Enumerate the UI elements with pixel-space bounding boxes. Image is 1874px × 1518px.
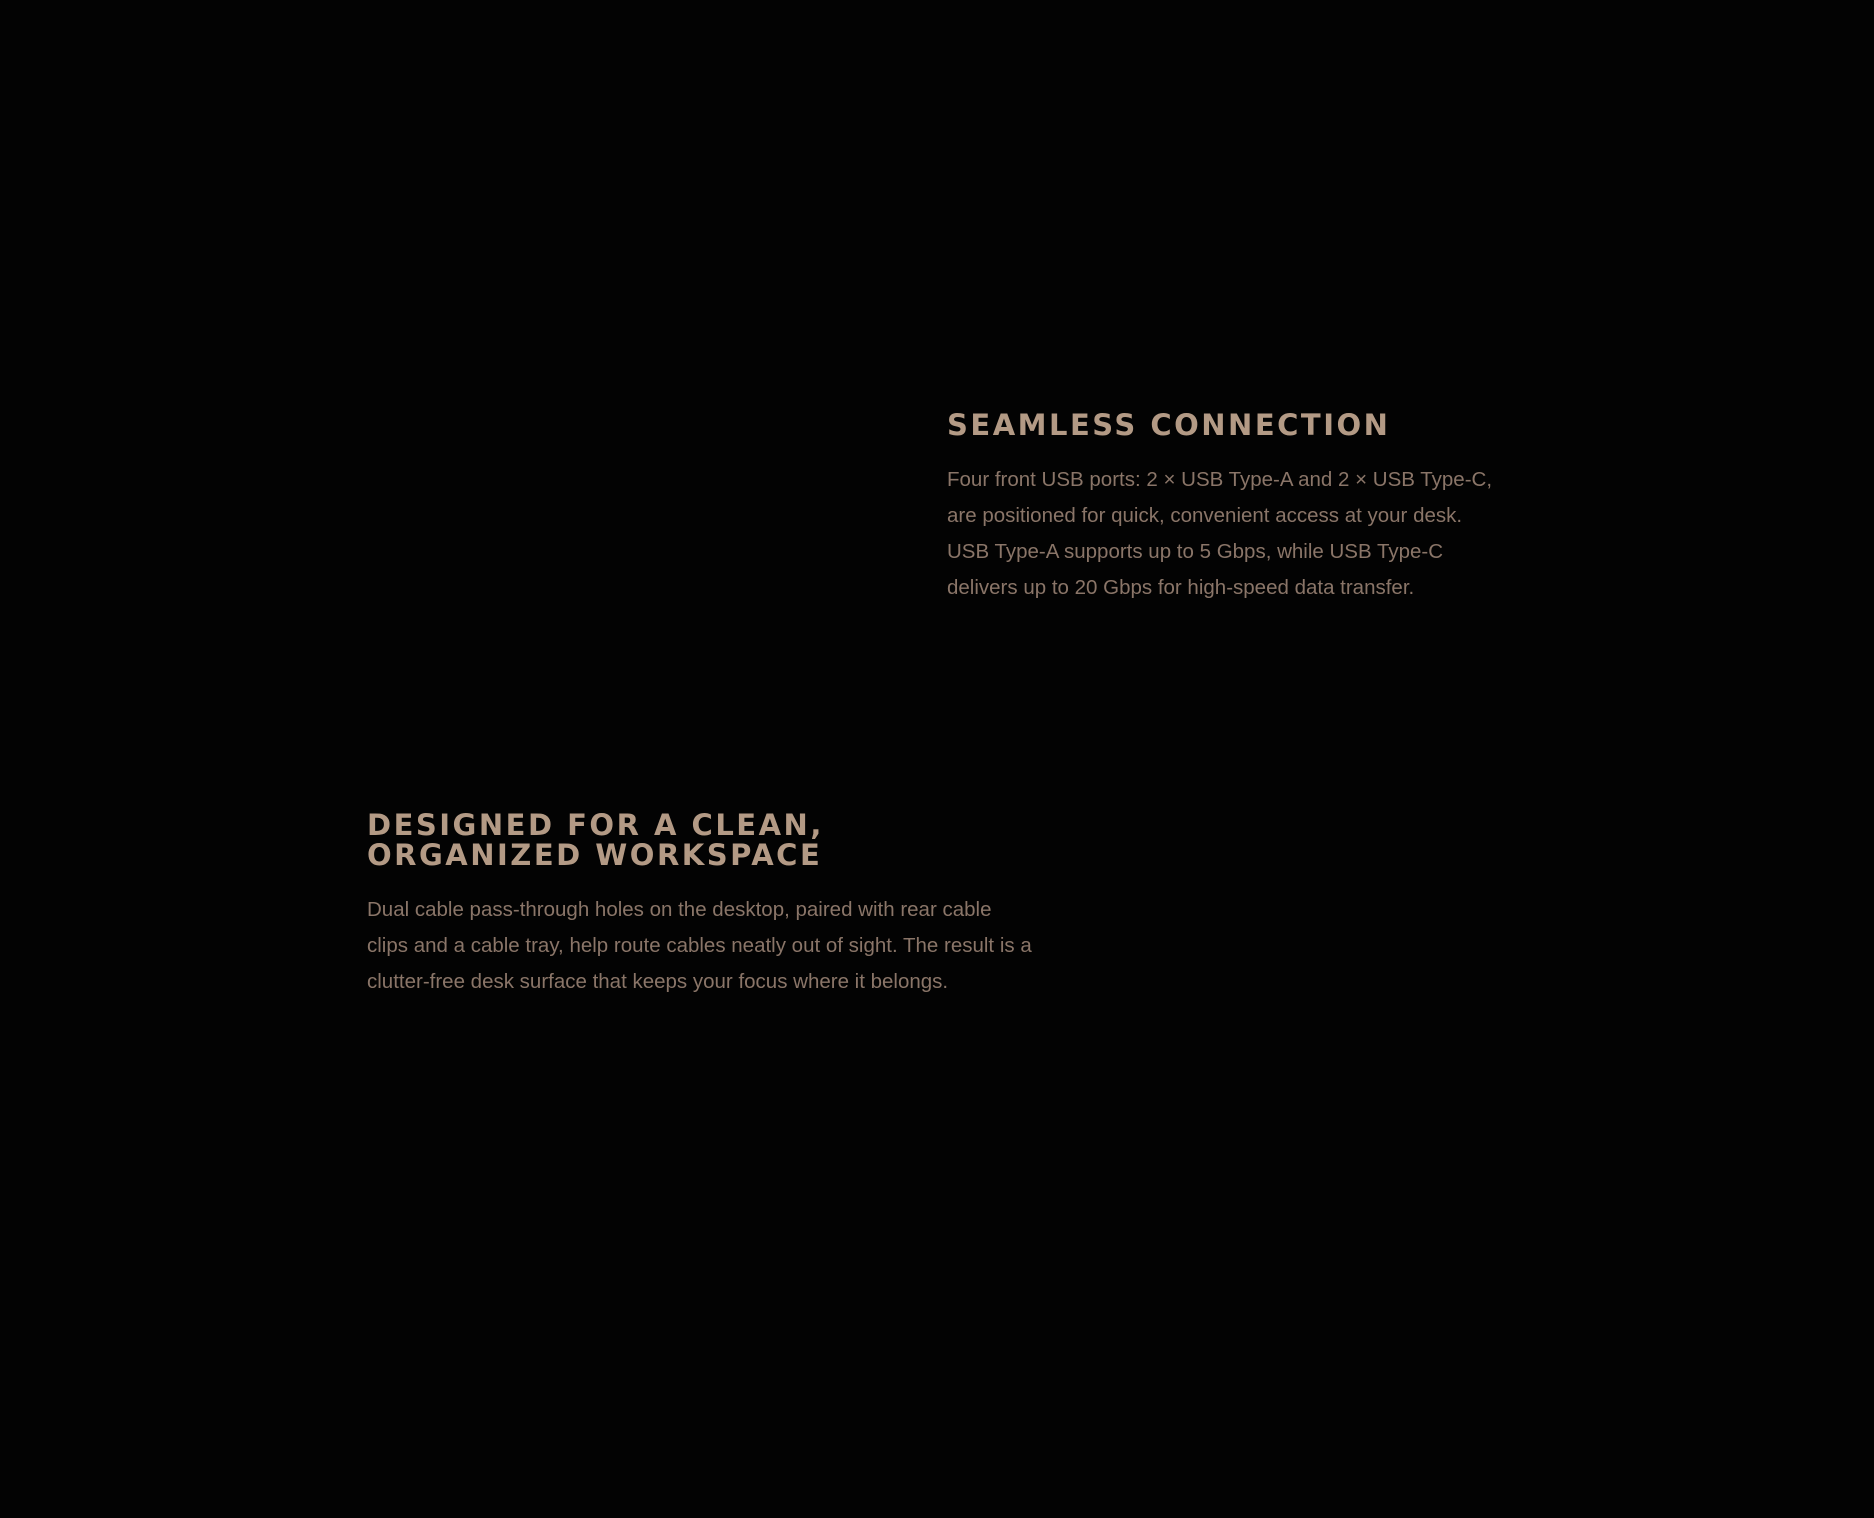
description-line: Dual cable pass-through holes on the desktop, paired with rear cable [367,898,992,921]
description-line: USB Type-A supports up to 5 Gbps, while USB Type-C [947,540,1444,563]
organized-workspace-heading [367,810,1107,870]
description-line: Four front USB ports: 2 × USB Type-A and 2 × USB Type-C, [947,468,1493,491]
description-line: clips and a cable tray, help route cables neatly out of sight. The result is a [367,934,1032,957]
seamless-connection-description [947,462,1547,606]
organized-workspace-section [367,810,1107,1000]
heading-line: ORGANIZED WORKSPACE [367,838,823,872]
heading-line: DESIGNED FOR A CLEAN, [367,808,824,842]
organized-workspace-description [367,892,1107,1000]
seamless-connection-section [947,410,1547,606]
seamless-connection-heading: SEAMLESS CONNECTION [947,408,1391,442]
description-line: clutter-free desk surface that keeps your focus where it belongs. [367,970,949,993]
description-line: are positioned for quick, convenient access at your desk. [947,504,1463,527]
description-line: delivers up to 20 Gbps for high-speed data transfer. [947,576,1415,599]
